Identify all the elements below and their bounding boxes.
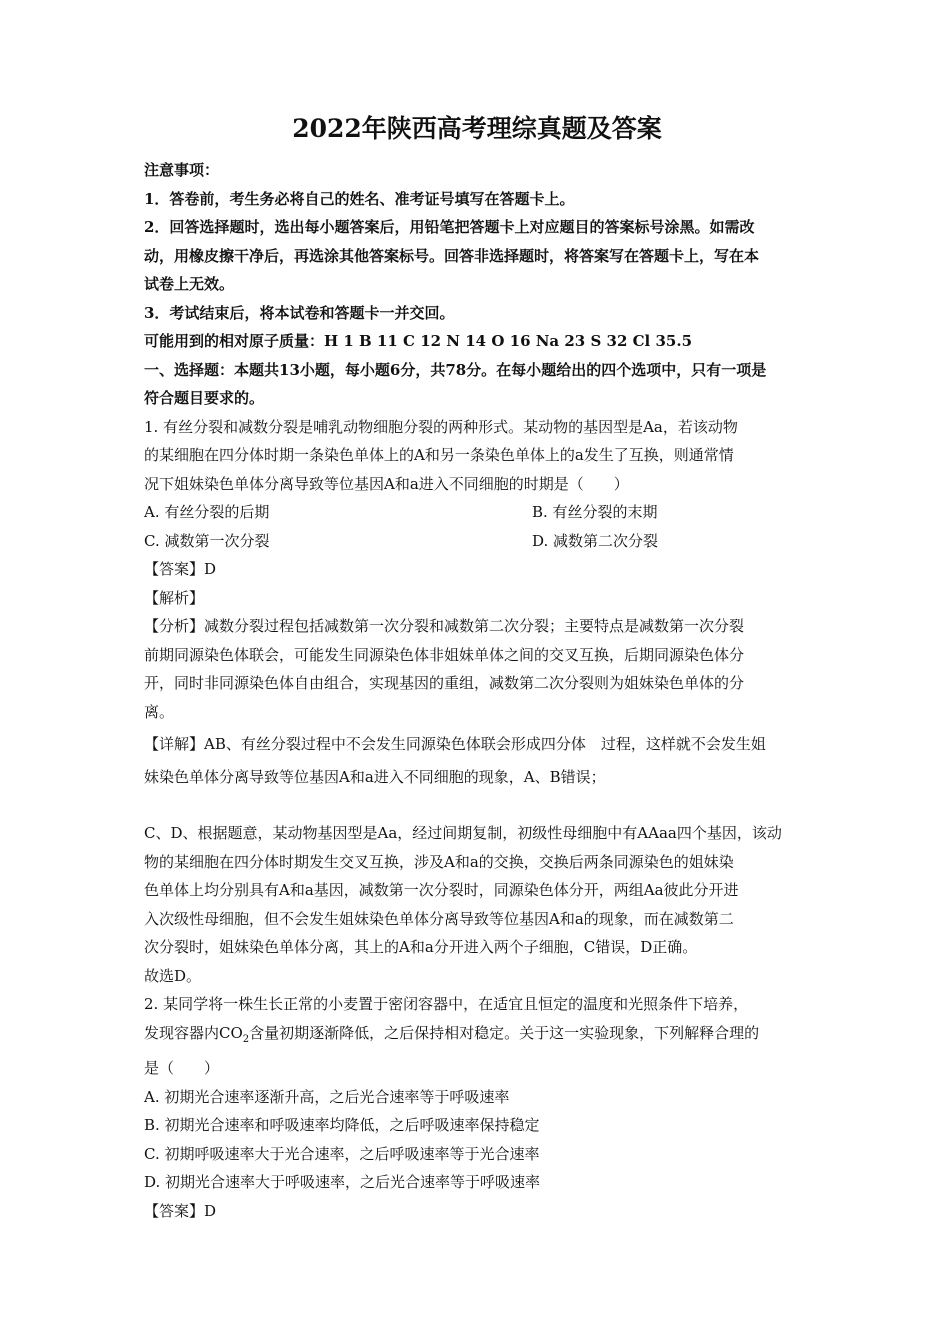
blank-gap	[144, 791, 810, 819]
q1-fenxi-line3: 开，同时非同源染色体自由组合，实现基因的重组，减数第二次分裂则为姐妹染色单体的分	[144, 674, 745, 692]
q1-cd-line3: 色单体上均分别具有A和a基因，减数第一次分裂时，同源染色体分开，两组Aa彼此分开进	[144, 881, 739, 899]
q1-option-b: B. 有丝分裂的末期	[532, 503, 658, 521]
q1-analysis-label: 【解析】	[144, 588, 205, 607]
q2-option-b: B. 初期光合速率和呼吸速率均降低，之后呼吸速率保持稳定	[144, 1116, 540, 1134]
q1-stem-line1: 1. 有丝分裂和减数分裂是哺乳动物细胞分裂的两种形式。某动物的基因型是Aa，若该动物	[144, 417, 738, 436]
section-heading-line1: 一、选择题：本题共13小题，每小题6分，共78分。在每小题给出的四个选项中，只有一项是	[144, 360, 767, 379]
q1-xiangjie-line1: 【详解】AB、有丝分裂过程中不会发生同源染色体联会形成四分体 过程，这样就不会发生姐	[144, 735, 766, 753]
q1-cd-line4: 入次级性母细胞，但不会发生姐妹染色单体分离导致等位基因A和a的现象，而在减数第二	[144, 909, 734, 928]
q2-stem-line2-post: 含量初期逐渐降低，之后保持相对稳定。关于这一实验现象，下列解释合理的	[249, 1023, 760, 1042]
q1-options-row1	[144, 498, 810, 527]
q1-stem-line3: 况下姐妹染色单体分离导致等位基因A和a进入不同细胞的时期是（ ）	[144, 474, 629, 493]
q1-answer: 【答案】D	[144, 560, 217, 578]
q1-cd-line5: 次分裂时，姐妹染色单体分离，其上的A和a分开进入两个子细胞，C错误，D正确。	[144, 938, 698, 956]
q1-fenxi-line2: 前期同源染色体联会，可能发生同源染色体非姐妹单体之间的交叉互换，后期同源染色体分	[144, 645, 745, 664]
notice-heading: 注意事项：	[144, 161, 220, 179]
q2-stem-line3: 是（ ）	[144, 1059, 220, 1077]
q2-option-a: A. 初期光合速率逐渐升高，之后光合速率等于呼吸速率	[144, 1087, 510, 1106]
q1-cd-line2: 物的某细胞在四分体时期发生交叉互换，涉及A和a的交换，交换后两条同源染色的姐妹染	[144, 852, 734, 871]
q1-fenxi-line4: 离。	[144, 702, 175, 721]
co2-subscript: 2	[242, 1033, 250, 1045]
q2-option-c: C. 初期呼吸速率大于光合速率，之后呼吸速率等于光合速率	[144, 1144, 540, 1163]
q2-stem-line2	[144, 1019, 810, 1055]
q1-cd-line1: C、D、根据题意，某动物基因型是Aa，经过间期复制，初级性母细胞中有AAaa四个基因，该动	[144, 824, 782, 842]
q2-stem-line2-pre: 发现容器内CO	[144, 1023, 243, 1042]
notice-item-1: 1．答卷前，考生务必将自己的姓名、准考证号填写在答题卡上。	[144, 189, 575, 208]
q1-xiangjie-line2: 妹染色单体分离导致等位基因A和a进入不同细胞的现象，A、B错误；	[144, 767, 606, 786]
notice-item-3: 3．考试结束后，将本试卷和答题卡一并交回。	[144, 303, 455, 322]
q1-option-a: A. 有丝分裂的后期	[144, 503, 270, 521]
notice-item-2-line2: 动，用橡皮擦干净后，再选涂其他答案标号。回答非选择题时，将答案写在答题卡上，写在本	[144, 246, 760, 265]
section-heading-line2: 符合题目要求的。	[144, 389, 265, 407]
q2-option-d: D. 初期光合速率大于呼吸速率，之后光合速率等于呼吸速率	[144, 1173, 541, 1191]
q1-option-c: C. 减数第一次分裂	[144, 531, 270, 550]
exam-page	[144, 112, 810, 1225]
q1-fenxi-line1: 【分析】减数分裂过程包括减数第一次分裂和减数第二次分裂；主要特点是减数第一次分裂	[144, 617, 745, 635]
q1-stem-line2: 的某细胞在四分体时期一条染色单体上的A和另一条染色单体上的a发生了互换，则通常情	[144, 446, 734, 464]
q2-answer: 【答案】D	[144, 1201, 217, 1220]
notice-item-2-line1: 2．回答选择题时，选出每小题答案后，用铅笔把答题卡上对应题目的答案标号涂黑。如需改	[144, 218, 755, 236]
page-title: 2022年陕西高考理综真题及答案	[292, 114, 662, 143]
atomic-mass-line: 可能用到的相对原子质量：H 1 B 11 C 12 N 14 O 16 Na 23 S 32 Cl 35.5	[144, 332, 693, 350]
q2-stem-line1: 2. 某同学将一株生长正常的小麦置于密闭容器中，在适宜且恒定的温度和光照条件下培养，	[144, 995, 749, 1013]
q1-option-d: D. 减数第二次分裂	[532, 531, 659, 550]
q1-options-row2	[144, 527, 810, 556]
notice-item-2-line3: 试卷上无效。	[144, 275, 235, 293]
q1-conclusion: 故选D。	[144, 966, 202, 985]
